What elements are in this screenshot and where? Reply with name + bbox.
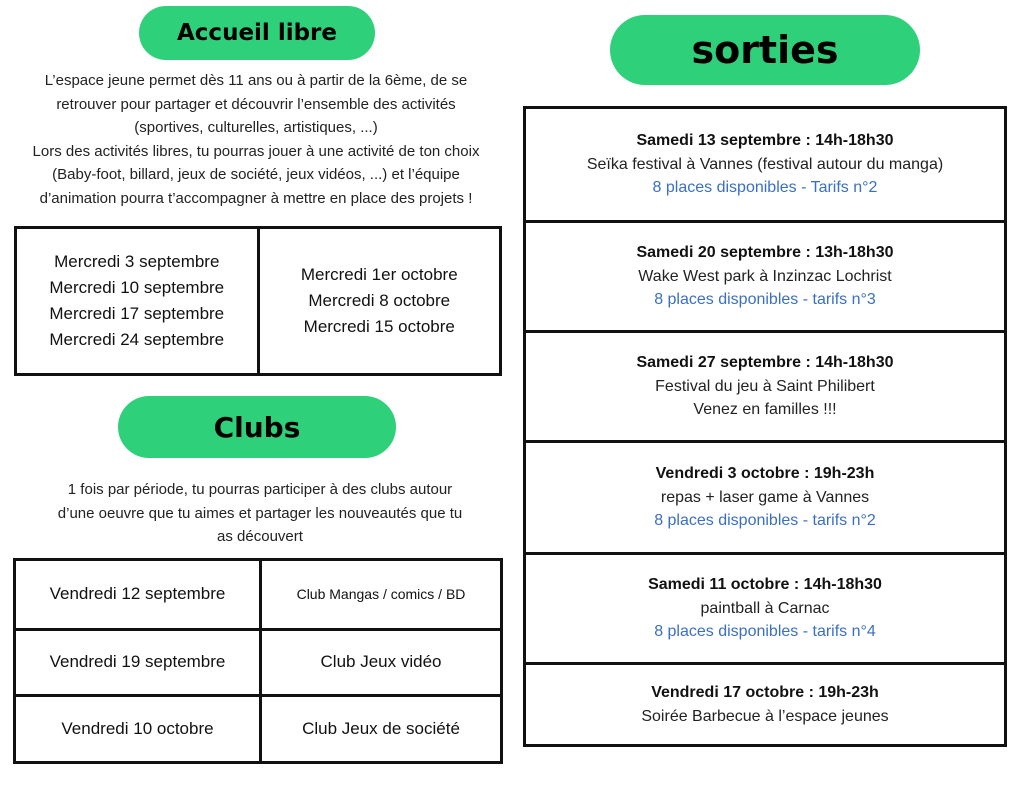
sortie-description: repas + laser game à Vannes [660,488,870,506]
sortie-description: Venez en familles !!! [693,401,837,419]
club-date: Vendredi 10 octobre [16,697,262,761]
accueil-description [0,69,512,210]
accueil-line: (Baby-foot, billard, jeux de société, jeux vidéos, ...) et l’équipe [52,166,460,183]
sortie-item [526,220,1004,330]
sorties-table [523,106,1007,747]
date-item: Mercredi 15 octobre [303,317,455,336]
sortie-item [526,330,1004,440]
sortie-places-info: 8 places disponibles - tarifs n°2 [654,512,876,530]
sortie-description: Soirée Barbecue à l’espace jeunes [641,707,889,725]
date-item: Mercredi 17 septembre [49,304,225,323]
sortie-places-info: 8 places disponibles - tarifs n°4 [654,623,876,641]
club-name: Club Jeux de société [302,718,460,738]
sortie-item [526,440,1004,552]
date-item: Mercredi 24 septembre [49,330,225,349]
sortie-description: paintball à Carnac [700,599,830,617]
date-item: Mercredi 1er octobre [300,265,458,284]
club-row [16,561,500,628]
accueil-line: Lors des activités libres, tu pourras jouer à une activité de ton choix [32,142,480,160]
club-row [16,694,500,761]
sortie-title: Samedi 11 octobre : 14h-18h30 [648,576,882,594]
clubs-heading: Clubs [118,396,396,458]
sortie-description: Wake West park à Inzinzac Lochrist [638,267,892,285]
september-dates [17,229,257,373]
club-name: Club Mangas / comics / BD [296,586,466,603]
accueil-line: L’espace jeune permet dès 11 ans ou à partir de la 6ème, de se [44,72,468,89]
date-item: Mercredi 3 septembre [54,252,220,271]
sorties-heading: sorties [610,15,920,85]
sortie-title: Vendredi 17 octobre : 19h-23h [651,684,879,701]
accueil-line: d’animation pourra t’accompagner à mettre en place des projets ! [39,189,473,207]
sortie-places-info: 8 places disponibles - Tarifs n°2 [652,179,878,197]
sortie-title: Vendredi 3 octobre : 19h-23h [655,465,875,483]
clubs-line: as découvert [217,528,303,545]
club-date: Vendredi 19 septembre [16,631,262,695]
clubs-table [13,558,503,764]
club-date: Vendredi 12 septembre [16,561,262,628]
club-row [16,628,500,695]
sortie-places-info: 8 places disponibles - tarifs n°3 [654,291,876,309]
sortie-title: Samedi 27 septembre : 14h-18h30 [636,354,894,372]
october-dates [257,229,500,373]
sortie-description: Festival du jeu à Saint Philibert [655,377,875,395]
accueil-line: retrouver pour partager et découvrir l’ensemble des activités [56,95,456,113]
accueil-line: (sportives, culturelles, artistiques, ...) [134,119,378,136]
club-name: Club Jeux vidéo [320,652,442,672]
clubs-line: 1 fois par période, tu pourras participer à des clubs autour [67,481,453,498]
sortie-item [526,552,1004,662]
sortie-title: Samedi 13 septembre : 14h-18h30 [636,132,894,150]
date-item: Mercredi 10 septembre [49,278,225,297]
sortie-item [526,109,1004,220]
sortie-item [526,662,1004,744]
sortie-description: Seïka festival à Vannes (festival autour du manga) [586,155,944,173]
date-item: Mercredi 8 octobre [308,291,451,310]
accueil-libre-heading: Accueil libre [139,6,375,60]
clubs-line: d’une oeuvre que tu aimes et partager les nouveautés que tu [57,504,463,522]
sortie-title: Samedi 20 septembre : 13h-18h30 [636,244,894,262]
clubs-description [10,478,510,549]
accueil-dates-table [14,226,502,376]
